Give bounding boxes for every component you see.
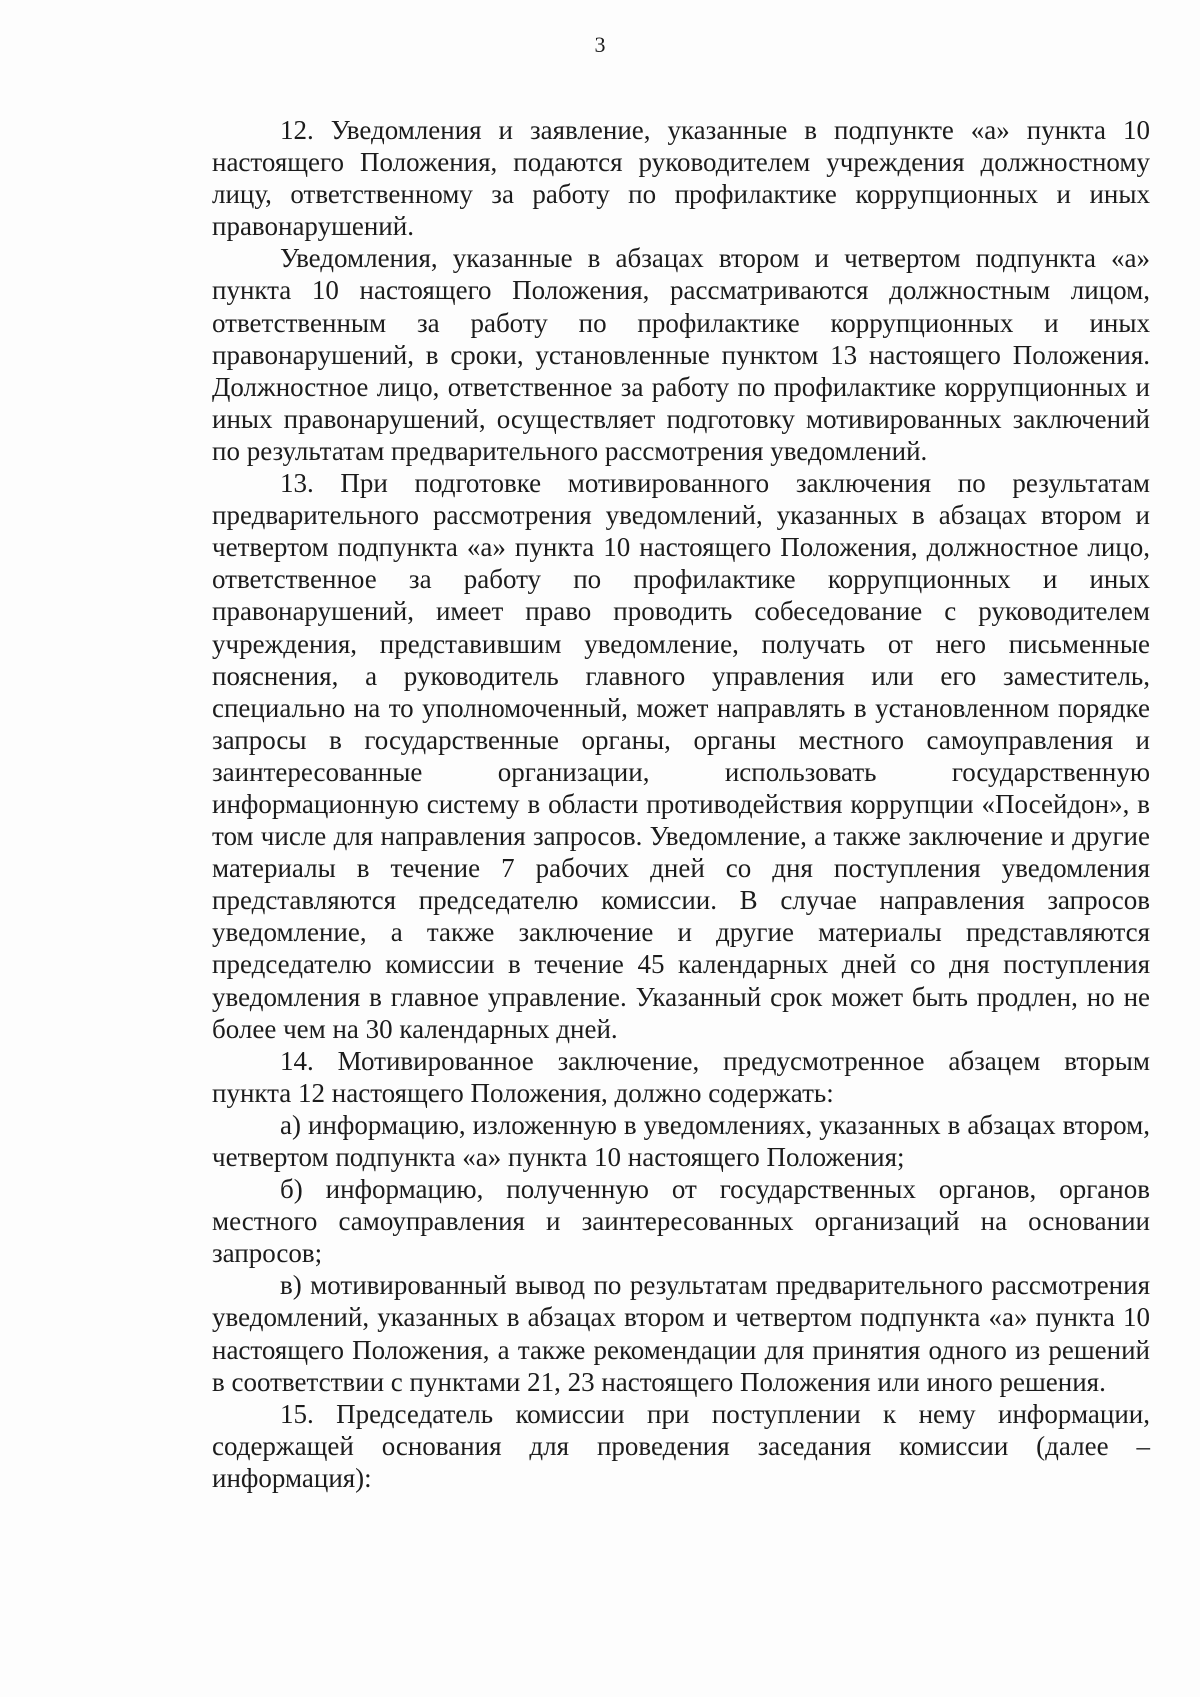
paragraph-14-b: б) информацию, полученную от государственных органов, органов местного самоуправления и заинтересованных организаций на основании запросов; [212, 1174, 1150, 1269]
paragraph-12: 12. Уведомления и заявление, указанные в подпункте «а» пункта 10 настоящего Положения, подаются руководителем учреждения должностному лицу, ответственному за работу по профилактике коррупционных и иных правонарушений. [212, 115, 1150, 242]
page-number: 3 [594, 32, 606, 57]
paragraph-14: 14. Мотивированное заключение, предусмотренное абзацем вторым пункта 12 настоящего Положения, должно содержать: [212, 1045, 1150, 1108]
paragraph-14-v: в) мотивированный вывод по результатам предварительного рассмотрения уведомлений, указанных в абзацах втором и четвертом подпункта «а» пункта 10 настоящего Положения, а также рекомендации для принятия одного из решений в соответствии с пунктами 21, 23 настоящего Положения или иного решения. [212, 1270, 1150, 1397]
document-body [212, 114, 1150, 1494]
paragraph-12-notifications: Уведомления, указанные в абзацах втором и четвертом подпункта «а» пункта 10 настоящего Положения, рассматриваются должностным лицом, ответственным за работу по профилактике коррупционных и иных правонарушений, в сроки, установленные пунктом 13 настоящего Положения. Должностное лицо, ответственное за работу по профилактике коррупционных и иных правонарушений, осуществляет подготовку мотивированных заключений по результатам предварительного рассмотрения уведомлений. [212, 243, 1150, 466]
paragraph-14-a: а) информацию, изложенную в уведомлениях, указанных в абзацах втором, четвертом подпункта «а» пункта 10 настоящего Положения; [212, 1109, 1150, 1172]
paragraph-13: 13. При подготовке мотивированного заключения по результатам предварительного рассмотрения уведомлений, указанных в абзацах втором и четвертом подпункта «а» пункта 10 настоящего Положения, должностное лицо, ответственное за работу по профилактике коррупционных и иных правонарушений, имеет право проводить собеседование с руководителем учреждения, представившим уведомление, получать от него письменные пояснения, а руководитель главного управления или его заместитель, специально на то уполномоченный, может направлять в установленном порядке запросы в государственные органы, органы местного самоуправления и заинтересованные организации, использовать государственную информационную систему в области противодействия коррупции «Посейдон», в том числе для направления запросов. Уведомление, а также заключение и другие материалы в течение 7 рабочих дней со дня поступления уведомления представляются председателю комиссии. В случае направления запросов уведомление, а также заключение и другие материалы представляются председателю комиссии в течение 45 календарных дней со дня поступления уведомления в главное управление. Указанный срок может быть продлен, но не более чем на 30 календарных дней. [212, 468, 1150, 1044]
paragraph-15: 15. Председатель комиссии при поступлении к нему информации, содержащей основания для проведения заседания комиссии (далее – информация): [212, 1398, 1150, 1493]
